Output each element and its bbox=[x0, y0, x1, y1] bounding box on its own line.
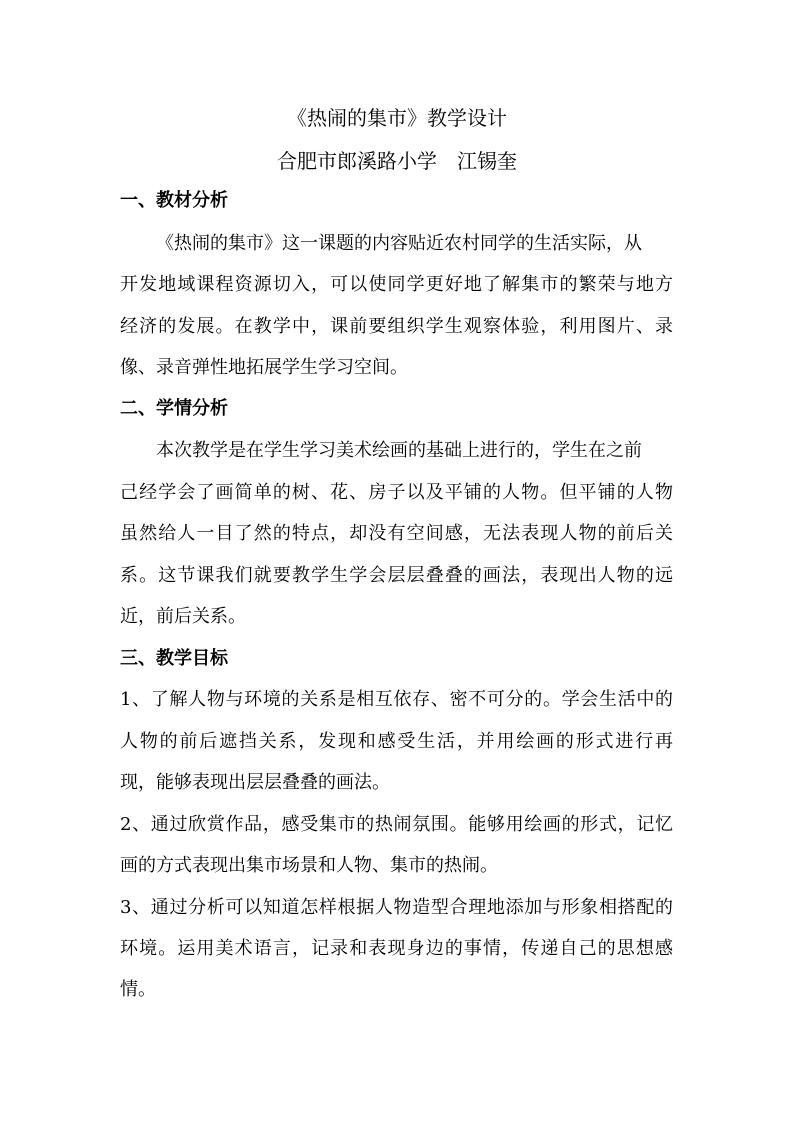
goal-1-line: 人物的前后遮挡关系，发现和感受生活，并用绘画的形式进行再 bbox=[120, 731, 673, 752]
paragraph-line: 本次教学是在学生学习美术绘画的基础上进行的，学生在之前 bbox=[156, 440, 642, 461]
goal-2-line: 2、通过欣赏作品，感受集市的热闹氛围。能够用绘画的形式，记忆 bbox=[120, 814, 673, 835]
goal-3-line: 情。 bbox=[120, 979, 156, 1000]
section-heading-teaching-goals: 三、教学目标 bbox=[120, 648, 228, 669]
goal-3-line: 环境。运用美术语言，记录和表现身边的事情，传递自己的思想感 bbox=[120, 938, 673, 959]
paragraph-line: 近，前后关系。 bbox=[120, 606, 246, 627]
document-author: 合肥市郎溪路小学 江锡奎 bbox=[277, 149, 517, 173]
goal-1-line: 1、了解人物与环境的关系是相互依存、密不可分的。学会生活中的 bbox=[120, 689, 673, 710]
section-heading-textbook-analysis: 一、教材分析 bbox=[120, 190, 228, 211]
paragraph-line: 像、录音弹性地拓展学生学习空间。 bbox=[120, 357, 408, 378]
paragraph-line: 经济的发展。在教学中，课前要组织学生观察体验，利用图片、录 bbox=[120, 316, 673, 337]
paragraph-line: 开发地域课程资源切入，可以使同学更好地了解集市的繁荣与地方 bbox=[120, 274, 673, 295]
goal-3-line: 3、通过分析可以知道怎样根据人物造型合理地添加与形象相搭配的 bbox=[120, 897, 673, 918]
document-title: 《热闹的集市》教学设计 bbox=[287, 106, 507, 130]
paragraph-line: 《热闹的集市》这一课题的内容贴近农村同学的生活实际，从 bbox=[156, 233, 642, 254]
goal-2-line: 画的方式表现出集市场景和人物、集市的热闹。 bbox=[120, 855, 498, 876]
paragraph-line: 己经学会了画简单的树、花、房子以及平铺的人物。但平铺的人物 bbox=[120, 482, 673, 503]
paragraph-line: 系。这节课我们就要教学生学会层层叠叠的画法，表现出人物的远 bbox=[120, 565, 673, 586]
paragraph-line: 虽然给人一目了然的特点，却没有空间感，无法表现人物的前后关 bbox=[120, 523, 673, 544]
goal-1-line: 现，能够表现出层层叠叠的画法。 bbox=[120, 772, 390, 793]
section-heading-learner-analysis: 二、学情分析 bbox=[120, 398, 228, 419]
